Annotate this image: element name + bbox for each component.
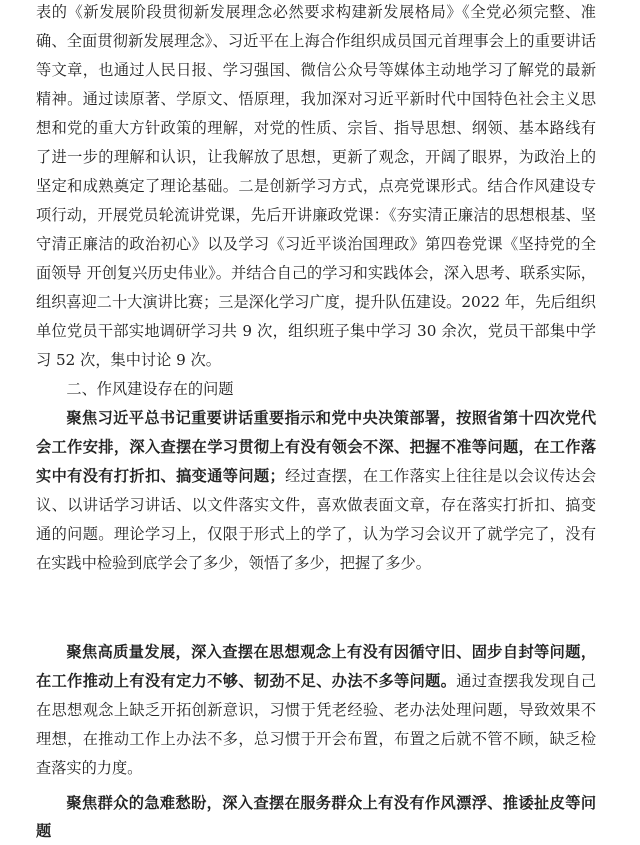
paragraph-study-summary: 表的《新发展阶段贯彻新发展理念必然要求构建新发展格局》《全党必须完整、准确、全面贯彻新发展理念》、习近平在上海合作组织成员国元首理事会上的重要讲话等文章，也通过人民日报、学习强国、微信公众号等媒体主动地学习了解党的最新精神。通过读原著、学原文、悟原理，我加深对习近平新时代中国特色社会主义思想和党的重大方针政策的理解，对党的性质、宗旨、指导思想、纲领、基本路线有了进一步的理解和认识，让我解放了思想，更新了观念，开阔了眼界，为政治上的坚定和成熟奠定了理论基础。二是创新学习方式，点亮党课形式。结合作风建设专项行动，开展党员轮流讲党课，先后开讲廉政党课：《夯实清正廉洁的思想根基、坚守清正廉洁的政治初心》以及学习《习近平谈治国理政》第四卷党课《坚持党的全面领导 开创复兴历史伟业》。并结合自己的学习和实践体会，深入思考、联系实际，组织喜迎二十大演讲比赛；三是深化学习广度，提升队伍建设。2022 年，先后组织单位党员干部实地调研学习共 9 次，组织班子集中学习 30 余次，党员干部集中学习 52 次，集中讨论 9 次。: [36, 3, 596, 369]
paragraph-development-problems-lead: 聚焦高质量发展，深入查摆在思想观念上有没有因循守旧、固步自封等问题，在工作推动上有没有定力不够、韧劲不足、办法不多等问题。: [36, 643, 596, 690]
paragraph-service-problems-partial: 聚焦群众的急难愁盼，深入查摆在服务群众上有没有作风漂浮、推诿扯皮等问题: [36, 794, 596, 840]
paragraph-development-problems: [36, 638, 596, 783]
paragraph-study-problems: [36, 404, 596, 578]
paragraph-study-problems-body: 经过查摆，在工作落实上往往是以会议传达会议、以讲话学习讲话、以文件落实文件，喜欢做表面文章，存在落实打折扣、搞变通的问题。理论学习上，仅限于形式上的学了，认为学习会议开了就学完了，没有在实践中检验到底学会了多少，领悟了多少，把握了多少。: [36, 467, 597, 572]
cut-off-line: [36, 789, 596, 840]
section-heading-problems: 二、作风建设存在的问题: [66, 380, 234, 398]
blank-space: [36, 578, 596, 638]
paragraph-development-problems-body: 通过查摆我发现自己在思想观念上缺乏开拓创新意识，习惯于凭老经验、老办法处理问题，导致效果不理想，在推动工作上办法不多，总习惯于开会布置，布置之后就不管不顾，缺乏检查落实的力度。: [36, 672, 597, 777]
paragraph-study-problems-lead: 聚焦习近平总书记重要讲话重要指示和党中央决策部署，按照省第十四次党代会工作安排，深入查摆在学习贯彻上有没有领会不深、把握不准等问题，在工作落实中有没有打折扣、搞变通等问题；: [36, 409, 596, 485]
